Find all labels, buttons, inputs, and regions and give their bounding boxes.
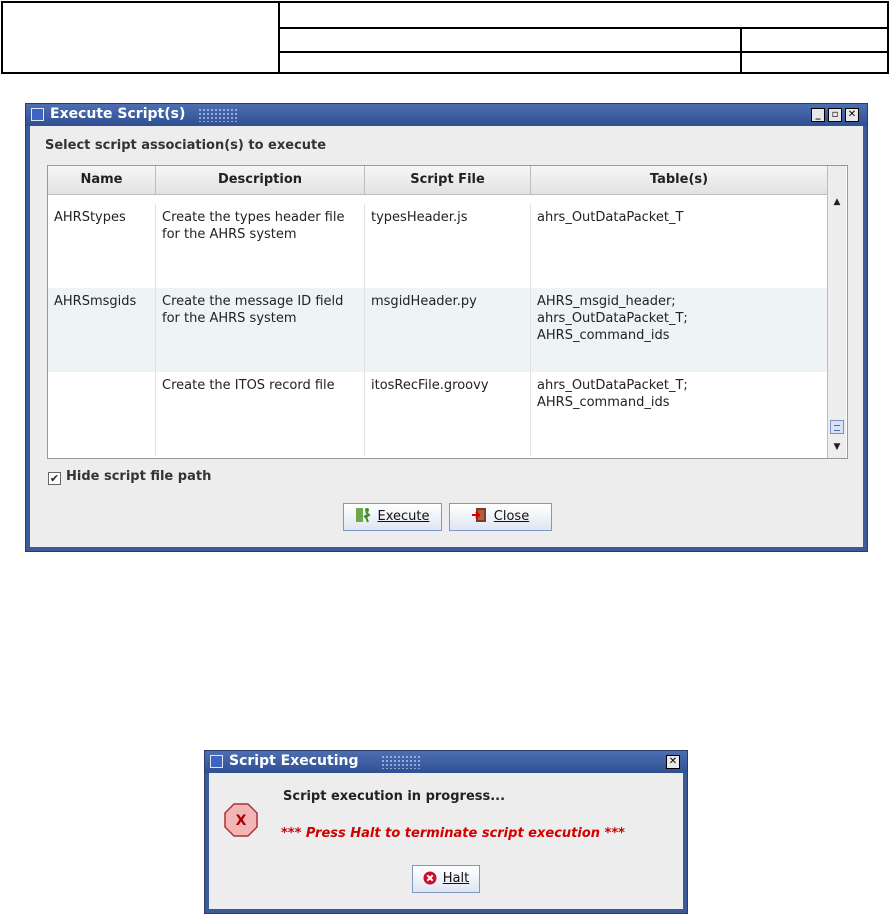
cell-description: Create the message ID field for the AHRS system bbox=[156, 288, 365, 372]
halt-warning: *** Press Halt to terminate script execution *** bbox=[281, 826, 625, 841]
header-divider bbox=[279, 27, 887, 29]
cell-script-file: typesHeader.js bbox=[365, 204, 531, 288]
title-grip bbox=[381, 755, 421, 769]
column-header-name[interactable]: Name bbox=[48, 166, 156, 194]
column-header-script-file[interactable]: Script File bbox=[365, 166, 531, 194]
halt-button-label: Halt bbox=[442, 871, 470, 886]
script-association-table[interactable] bbox=[47, 165, 848, 459]
scroll-thumb[interactable] bbox=[830, 420, 844, 434]
cell-description: Create the ITOS record file bbox=[156, 372, 365, 456]
scroll-up-icon[interactable]: ▲ bbox=[833, 197, 841, 207]
hide-path-checkbox[interactable]: ✔ bbox=[49, 472, 60, 485]
execute-scripts-window bbox=[25, 103, 868, 552]
cell-name bbox=[48, 372, 156, 456]
halt-button[interactable] bbox=[412, 865, 480, 893]
close-icon[interactable]: ✕ bbox=[845, 108, 859, 122]
close-button[interactable] bbox=[449, 503, 552, 531]
hide-path-label[interactable]: Hide script file path bbox=[66, 469, 212, 484]
title-bar[interactable] bbox=[205, 751, 687, 773]
cell-tables: ahrs_OutDataPacket_T; AHRS_command_ids bbox=[537, 378, 688, 410]
table-header bbox=[48, 166, 827, 195]
vertical-scrollbar[interactable] bbox=[827, 166, 846, 458]
close-button-label: Close bbox=[493, 509, 530, 524]
dialog-content bbox=[209, 773, 683, 909]
column-header-description[interactable]: Description bbox=[156, 166, 365, 194]
cell-description: Create the types header file for the AHRS system bbox=[156, 204, 365, 288]
table-row[interactable] bbox=[48, 372, 827, 456]
document-header-table bbox=[1, 1, 889, 74]
svg-text:X: X bbox=[235, 813, 247, 829]
cell-name: AHRSmsgids bbox=[48, 288, 156, 372]
column-header-tables[interactable]: Table(s) bbox=[649, 172, 709, 187]
cell-script-file: itosRecFile.groovy bbox=[365, 372, 531, 456]
title-grip bbox=[198, 108, 238, 122]
window-content bbox=[30, 126, 863, 547]
halt-icon bbox=[423, 871, 437, 885]
title-bar[interactable] bbox=[26, 104, 867, 126]
execute-button[interactable] bbox=[343, 503, 442, 531]
script-executing-dialog bbox=[204, 750, 688, 914]
error-icon bbox=[224, 803, 258, 837]
run-script-icon bbox=[356, 507, 372, 523]
cell-tables: AHRS_msgid_header; ahrs_OutDataPacket_T; AHRS_command_ids bbox=[537, 294, 688, 343]
execute-button-label: Execute bbox=[377, 509, 430, 524]
table-row[interactable] bbox=[48, 288, 827, 372]
header-divider bbox=[279, 51, 887, 53]
progress-message: Script execution in progress... bbox=[283, 789, 506, 804]
table-row[interactable] bbox=[48, 204, 827, 288]
minimize-icon[interactable]: _ bbox=[811, 108, 825, 122]
cell-tables: ahrs_OutDataPacket_T bbox=[537, 210, 684, 225]
cell-script-file: msgidHeader.py bbox=[365, 288, 531, 372]
window-menu-icon[interactable] bbox=[210, 755, 223, 768]
window-title: Execute Script(s) bbox=[50, 106, 186, 122]
maximize-icon[interactable]: ▫ bbox=[828, 108, 842, 122]
dialog-title: Script Executing bbox=[229, 753, 359, 769]
cell-name: AHRStypes bbox=[48, 204, 156, 288]
header-divider bbox=[740, 28, 742, 72]
window-menu-icon[interactable] bbox=[31, 108, 44, 121]
header-divider bbox=[278, 3, 280, 72]
exit-door-icon bbox=[472, 507, 488, 523]
scroll-down-icon[interactable]: ▼ bbox=[833, 442, 841, 452]
close-icon[interactable]: ✕ bbox=[666, 755, 680, 769]
instruction-label: Select script association(s) to execute bbox=[45, 138, 327, 153]
